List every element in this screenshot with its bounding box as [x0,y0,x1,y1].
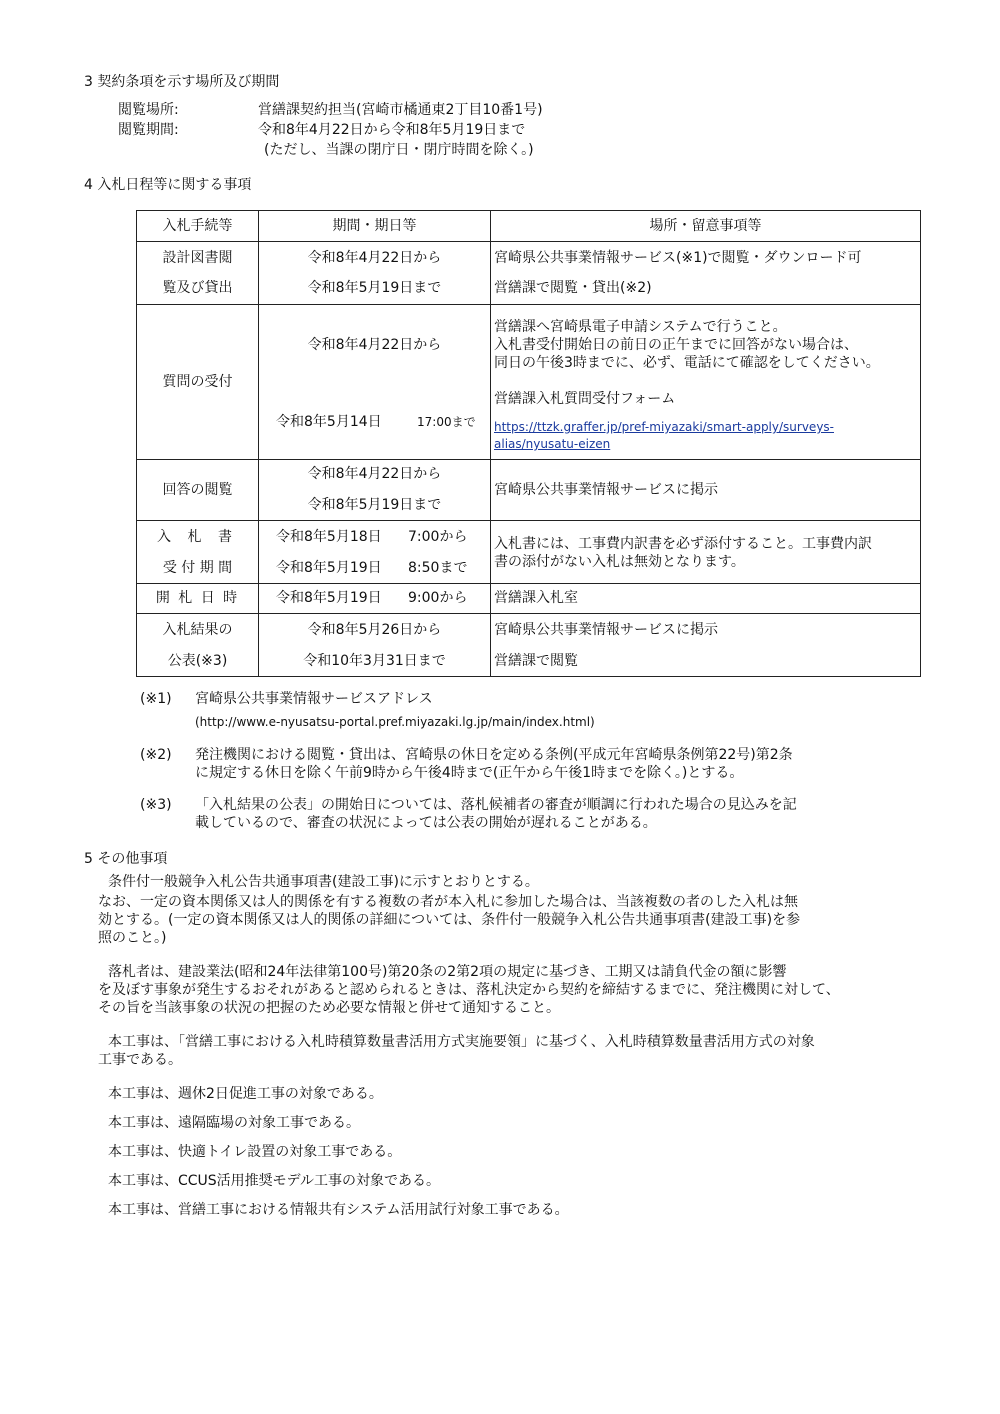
table-row [137,521,921,584]
time-text: 17:00まで [417,415,476,429]
procedure-text: 設計図書閲 [162,250,233,266]
question-form-link[interactable]: alias/nyusatu-eizen [494,437,611,451]
date-cell [259,305,491,460]
date-text: 令和8年5月19日 [276,560,382,576]
notes-text: 入札書受付開始日の前日の正午までに回答がない場合は、 [494,337,858,353]
notes-text: 書の添付がない入札は無効となります。 [494,554,745,570]
procedure-cell [137,242,259,305]
paragraph: 落札者は、建設業法(昭和24年法律第100号)第20条の2第2項の規定に基づき、工期又は請負代金の額に影響 [108,964,787,980]
date-cell [259,460,491,521]
notes-text: 宮崎県公共事業情報サービス(※1)で閲覧・ダウンロード可 [494,250,862,266]
procedure-text: 質問の受付 [162,374,233,390]
question-form-title: 営繕課入札質問受付フォーム [494,391,676,407]
notes-text: 営繕課へ宮崎県電子申請システムで行うこと。 [494,319,787,335]
header-period: 期間・期日等 [332,218,417,234]
paragraph: 本工事は、快適トイレ設置の対象工事である。 [108,1144,402,1160]
table-row [137,584,921,614]
procedure-cell [137,460,259,521]
paragraph: 工事である。 [98,1052,182,1068]
notes-text: 入札書には、工事費内訳書を必ず添付すること。工事費内訳 [494,536,872,552]
date-text: 令和8年5月18日 [276,529,382,545]
date-text: 令和8年4月22日から [307,466,442,482]
procedure-text: 受 付 期 間 [162,560,233,576]
time-text: 9:00から [408,590,468,606]
notes-text: 同日の午後3時までに、必ず、電話にて確認をしてください。 [494,355,880,371]
paragraph: 本工事は、「営繕工事における入札時積算数量書活用方式実施要領」に基づく、入札時積算数量書活用方式の対象 [108,1034,815,1050]
procedure-text: 入 札 書 [157,529,238,545]
viewing-period-note: (ただし、当課の閉庁日・閉庁時間を除く。) [264,142,534,158]
paragraph: 照のこと。) [98,930,167,946]
table-header-row [137,211,921,242]
section-4-heading: 4 入札日程等に関する事項 [84,177,252,193]
paragraph: 条件付一般競争入札公告共通事項書(建設工事)に示すとおりとする。 [108,874,539,890]
date-text: 令和8年5月26日から [307,622,442,638]
procedure-cell [137,584,259,614]
table-row [137,242,921,305]
table-row [137,614,921,677]
viewing-period-label: 閲覧期間: [118,122,179,138]
table-row [137,305,921,460]
date-text: 令和8年5月19日まで [307,280,442,296]
header-procedure: 入札手続等 [162,218,233,234]
paragraph: その旨を当該事象の状況の把握のため必要な情報と併せて通知すること。 [98,1000,560,1016]
section-5-heading: 5 その他事項 [84,851,168,867]
date-cell [259,521,491,584]
procedure-text: 入札結果の [162,622,233,638]
footnote-2-mark: (※2) [140,747,172,763]
header-cell [259,211,491,242]
notes-text: 営繕課で閲覧・貸出(※2) [494,280,652,296]
header-cell [491,211,921,242]
notes-text: 宮崎県公共事業情報サービスに掲示 [494,622,718,638]
date-text: 令和8年5月14日 [276,414,382,430]
footnote-3-mark: (※3) [140,797,172,813]
date-text: 令和10年3月31日まで [303,653,446,669]
viewing-place-value: 営繕課契約担当(宮崎市橘通東2丁目10番1号) [258,102,543,118]
date-cell [259,584,491,614]
notes-cell [491,242,921,305]
notes-cell [491,460,921,521]
footnote-1-text: 宮崎県公共事業情報サービスアドレス [195,691,433,707]
paragraph: なお、一定の資本関係又は人的関係を有する複数の者が本入札に参加した場合は、当該複数の者のした入札は無 [98,894,798,910]
notes-cell [491,584,921,614]
notes-cell [491,305,921,460]
notes-cell [491,521,921,584]
paragraph: 本工事は、CCUS活用推奨モデル工事の対象である。 [108,1173,440,1189]
section-3-heading: 3 契約条項を示す場所及び期間 [84,74,280,90]
viewing-place-label: 閲覧場所: [118,102,179,118]
notes-text: 宮崎県公共事業情報サービスに掲示 [494,482,718,498]
procedure-text: 公表(※3) [167,653,228,669]
time-text: 8:50まで [408,560,468,576]
date-text: 令和8年5月19日 [276,590,382,606]
date-text: 令和8年4月22日から [307,250,442,266]
paragraph: 効とする。(一定の資本関係又は人的関係の詳細については、条件付一般競争入札公告共通事項書(建設工事)を参 [98,912,801,928]
header-place-notes: 場所・留意事項等 [649,218,762,234]
footnote-3-text: 載しているので、審査の状況によっては公表の開始が遅れることがある。 [195,815,657,831]
table-row [137,460,921,521]
paragraph: を及ぼす事象が発生するおそれがあると認められるときは、落札決定から契約を締結するまでに、発注機関に対して、 [98,982,840,998]
header-cell [137,211,259,242]
procedure-cell [137,305,259,460]
footnote-1-mark: (※1) [140,691,172,707]
paragraph: 本工事は、営繕工事における情報共有システム活用試行対象工事である。 [108,1202,569,1218]
footnote-2-text: に規定する休日を除く午前9時から午後4時まで(正午から午後1時までを除く。)とする。 [195,765,744,781]
date-text: 令和8年4月22日から [307,337,442,353]
time-text: 7:00から [408,529,468,545]
paragraph: 本工事は、週休2日促進工事の対象である。 [108,1086,383,1102]
footnote-3-text: 「入札結果の公表」の開始日については、落札候補者の審査が順調に行われた場合の見込みを記 [195,797,797,813]
paragraph: 本工事は、遠隔臨場の対象工事である。 [108,1115,360,1131]
footnote-1-url: (http://www.e-nyusatsu-portal.pref.miyazaki.lg.jp/main/index.html) [195,715,595,729]
date-cell [259,614,491,677]
schedule-table [136,210,921,677]
procedure-text: 回答の閲覧 [162,482,233,498]
date-cell [259,242,491,305]
date-text: 令和8年5月19日まで [307,497,442,513]
procedure-text: 開 札 日 時 [155,590,240,606]
procedure-cell [137,521,259,584]
footnote-2-text: 発注機関における閲覧・貸出は、宮崎県の休日を定める条例(平成元年宮崎県条例第22号)第2条 [195,747,793,763]
viewing-period-value: 令和8年4月22日から令和8年5月19日まで [258,122,526,138]
notes-text: 営繕課で閲覧 [494,653,578,669]
procedure-cell [137,614,259,677]
notes-cell [491,614,921,677]
notes-text: 営繕課入札室 [494,590,578,606]
procedure-text: 覧及び貸出 [162,280,233,296]
question-form-link[interactable]: https://ttzk.graffer.jp/pref-miyazaki/smart-apply/surveys- [494,420,834,434]
